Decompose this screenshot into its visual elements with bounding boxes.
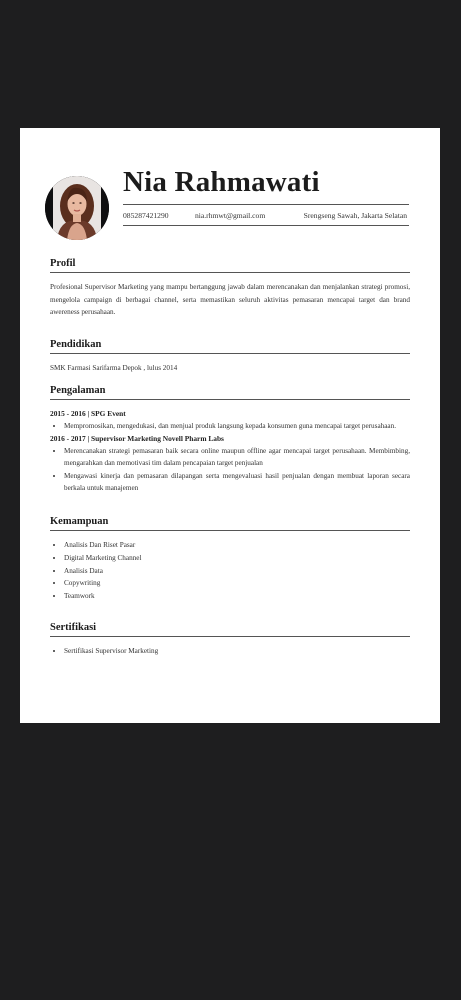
list-item: • Mengawasi kinerja dan pemasaran dilapangan serta mengevaluasi hasil penjualan dengan membuat laporan secara berkala untuk manajemen bbox=[64, 470, 410, 495]
list-item: • Mempromosikan, mengedukasi, dan menjual produk langsung kepada konsumen guna mencapai target perusahaan. bbox=[64, 420, 410, 433]
phone-number: 085287421290 bbox=[123, 211, 169, 220]
list-item: • Copywriting bbox=[64, 577, 410, 590]
pendidikan-text: SMK Farmasi Sarifarma Depok , lulus 2014 bbox=[50, 364, 178, 372]
list-item: • Sertifikasi Supervisor Marketing bbox=[64, 645, 410, 658]
profile-photo bbox=[45, 176, 109, 240]
list-item: • Teamwork bbox=[64, 590, 410, 603]
home-address: Srengseng Sawah, Jakarta Selatan bbox=[303, 211, 407, 220]
job-heading: 2016 - 2017 | Supervisor Marketing Novell Pharm Labs bbox=[50, 433, 224, 443]
list-item: • Analisis Data bbox=[64, 565, 410, 578]
section-title: Sertifikasi bbox=[50, 622, 410, 637]
section-pendidikan bbox=[50, 339, 410, 375]
list-item: • Analisis Dan Riset Pasar bbox=[64, 539, 410, 552]
section-title: Pendidikan bbox=[50, 339, 410, 354]
section-sertifikasi bbox=[50, 622, 410, 658]
profil-text: Profesional Supervisor Marketing yang mampu bertanggung jawab dalam merencanakan dan menjalankan strategi promosi, mengelola campaign di berbagai channel, serta memastikan seluruh aktivitas pemasaran mencapai target dan brand awereness perusahaan. bbox=[50, 283, 410, 316]
portrait-icon bbox=[45, 176, 109, 240]
contact-bar bbox=[123, 204, 409, 226]
section-title: Profil bbox=[50, 258, 410, 273]
section-profil bbox=[50, 258, 410, 319]
email-address: nia.rhmwt@gmail.com bbox=[195, 211, 266, 220]
certifications-list bbox=[50, 645, 410, 658]
job-bullets bbox=[50, 420, 410, 433]
candidate-name: Nia Rahmawati bbox=[123, 166, 320, 198]
job-heading: 2015 - 2016 | SPG Event bbox=[50, 409, 126, 418]
section-title: Pengalaman bbox=[50, 385, 410, 400]
section-kemampuan bbox=[50, 516, 410, 603]
section-title: Kemampuan bbox=[50, 516, 410, 531]
section-pengalaman bbox=[50, 385, 410, 495]
list-item: • Merencanakan strategi pemasaran baik secara online maupun offline agar mencapai target perusahaan. Membimbing, mengarahkan dan memotivasi tim dalam pencapaian target penjualan bbox=[64, 445, 410, 470]
list-item: • Digital Marketing Channel bbox=[64, 552, 410, 565]
skills-list bbox=[50, 539, 410, 603]
job-bullets bbox=[50, 445, 410, 495]
resume-page bbox=[20, 128, 440, 723]
